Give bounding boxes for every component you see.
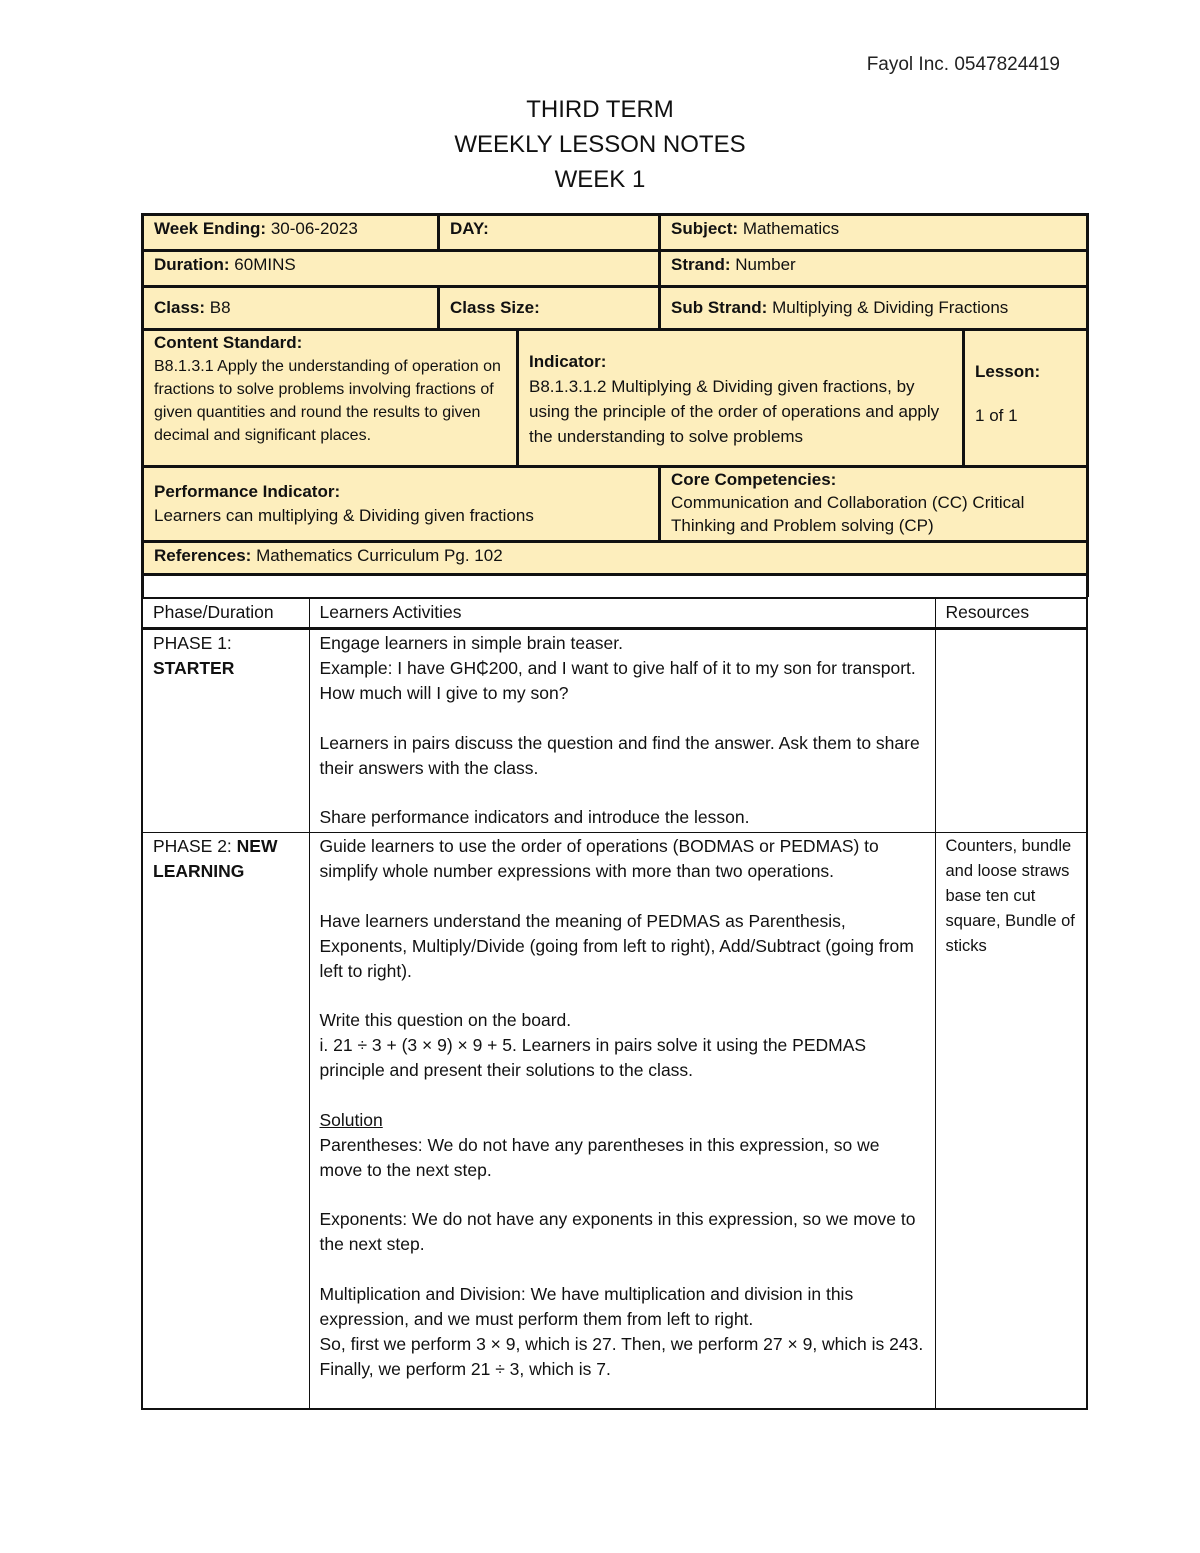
solution-heading: Solution	[319, 1109, 383, 1130]
week-ending-cell: Week Ending: 30-06-2023	[143, 215, 439, 251]
header-contact: Fayol Inc. 0547824419	[866, 54, 1060, 75]
duration-cell: Duration: 60MINS	[143, 251, 660, 287]
core-competencies-cell: Core Competencies: Communication and Collaboration (CC) Critical Thinking and Problem solving (CP)	[660, 467, 1088, 542]
header-phase: Phase/Duration	[142, 598, 309, 629]
lesson-cell: Lesson: 1 of 1	[964, 330, 1088, 467]
phase1-cell: PHASE 1: STARTER	[142, 629, 309, 833]
activities-table	[141, 597, 1088, 1410]
subject-cell: Subject: Mathematics	[660, 215, 1088, 251]
performance-indicator-cell: Performance Indicator: Learners can multiplying & Dividing given fractions	[143, 467, 660, 542]
phase1-activities: Engage learners in simple brain teaser. Example: I have GH₵200, and I want to give half of it to my son for transport. How much will I give to my son? Learners in pairs discuss the question and find the answer. Ask them to share their answers with the class. Share performance indicators and introduce the lesson.	[309, 629, 935, 833]
sub-strand-cell: Sub Strand: Multiplying & Dividing Fractions	[660, 287, 1088, 330]
title-notes: WEEKLY LESSON NOTES	[454, 131, 746, 158]
phase2-activities: Guide learners to use the order of operations (BODMAS or PEDMAS) to simplify whole number expressions with more than two operations. Have learners understand the meaning of PEDMAS as Parenthesis, Exponents, Multiply/Divide (going from left to right), Add/Subtract (going from left to right). Write this question on the board. i. 21 ÷ 3 + (3 × 9) × 9 + 5. Learners in pairs solve it using the PEDMAS principle and present their solutions to the class. Solution Parentheses: We do not have any parentheses in this expression, so we move to the next step. Exponents: We do not have any exponents in this expression, so we move to the next step. Multiplication and Division: We have multiplication and division in this expression, and we must perform them from left to right. So, first we perform 3 × 9, which is 27. Then, we perform 27 × 9, which is 243. Finally, we perform 21 ÷ 3, which is 7.	[309, 833, 935, 1409]
phase2-cell: PHASE 2: NEW LEARNING	[142, 833, 309, 1409]
indicator-cell: Indicator: B8.1.3.1.2 Multiplying & Dividing given fractions, by using the principle of the order of operations and apply the understanding to solve problems	[518, 330, 964, 467]
day-cell: DAY:	[439, 215, 660, 251]
references-cell: References: Mathematics Curriculum Pg. 102	[143, 542, 1088, 575]
phase2-resources: Counters, bundle and loose straws base ten cut square, Bundle of sticks	[935, 833, 1087, 1409]
table-row	[142, 629, 1087, 833]
class-cell: Class: B8	[143, 287, 439, 330]
lesson-info-table	[141, 213, 1089, 597]
table-row	[142, 833, 1087, 1409]
strand-cell: Strand: Number	[660, 251, 1088, 287]
phase1-resources	[935, 629, 1087, 833]
title-week: WEEK 1	[554, 166, 646, 193]
title-term: THIRD TERM	[526, 96, 674, 123]
header-resources: Resources	[935, 598, 1087, 629]
week-ending-value: 30-06-2023	[270, 219, 358, 238]
content-standard-cell: Content Standard: B8.1.3.1 Apply the understanding of operation on fractions to solve problems involving fractions of given quantities and round the results to given decimal and significant places.	[143, 330, 518, 467]
header-activities: Learners Activities	[309, 598, 935, 629]
class-size-cell: Class Size:	[439, 287, 660, 330]
